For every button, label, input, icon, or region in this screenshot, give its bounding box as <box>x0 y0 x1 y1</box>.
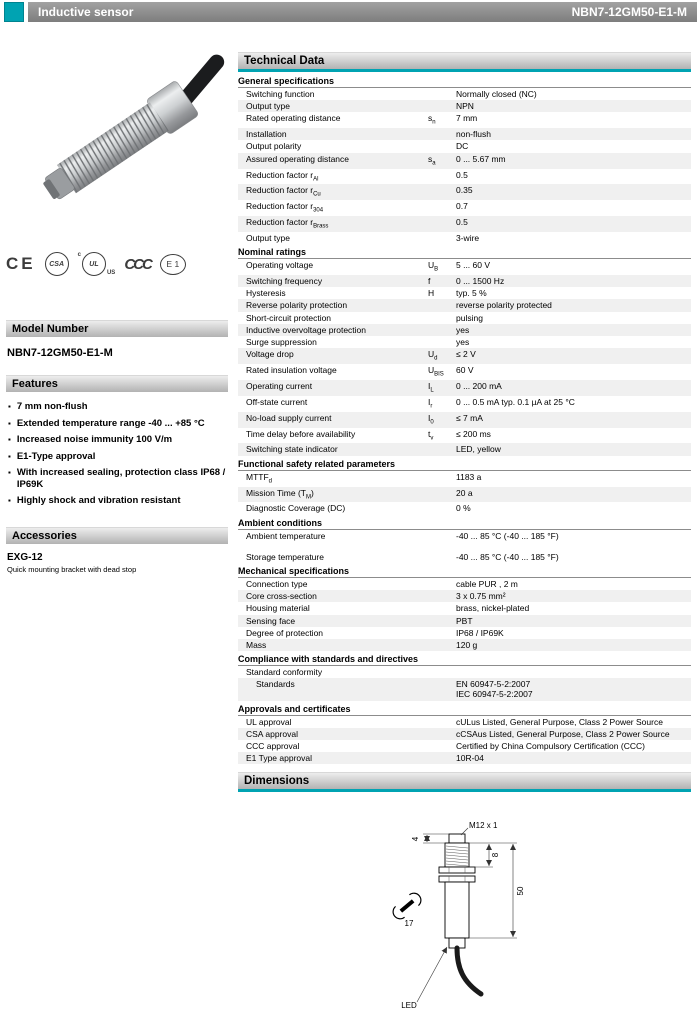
spec-symbol: $t_v$ <box>428 428 434 442</box>
spec-label: Time delay before availability <box>246 428 356 439</box>
spec-row <box>238 551 691 563</box>
spec-label: Mass <box>246 639 267 650</box>
features-list <box>8 401 228 507</box>
spec-value: Certified by China Compulsory Certification (CCC) <box>456 741 645 751</box>
spec-label: Connection type <box>246 578 308 589</box>
spec-label: Operating current <box>246 380 313 391</box>
spec-symbol: $U_{BIS}$ <box>428 365 444 378</box>
spec-row <box>238 471 691 487</box>
spec-value: 0.5 <box>456 217 468 228</box>
page-title: Inductive sensor <box>38 5 134 19</box>
spec-row <box>238 275 691 287</box>
spec-row <box>238 324 691 336</box>
spec-value: 7 mm <box>456 113 478 124</box>
spec-label: Surge suppression <box>246 337 317 347</box>
section-header: Mechanical specifications <box>238 563 691 578</box>
spec-value: PBT <box>456 615 473 626</box>
spec-symbol: $I_0$ <box>428 412 434 426</box>
spec-label: CSA approval <box>246 728 298 739</box>
spec-row <box>238 396 691 412</box>
spec-symbol: $I_L$ <box>428 380 434 394</box>
spec-symbol: $s_a$ <box>428 153 436 167</box>
spec-row <box>238 312 691 324</box>
spec-value: 1183 a <box>456 471 482 482</box>
feature-text: 7 mm non-flush <box>16 401 88 412</box>
spec-label: Assured operating distance <box>246 153 350 164</box>
spec-row <box>238 169 691 185</box>
spec-value: 0.7 <box>456 201 468 212</box>
dimensions-heading: Dimensions <box>238 772 691 792</box>
ccc-logo: CCC <box>124 255 151 273</box>
spec-row <box>238 530 691 542</box>
spec-value: ≤ 2 V <box>456 349 476 360</box>
spec-value: 10R-04 <box>456 753 484 764</box>
section-header: General specifications <box>238 73 691 88</box>
section-header: Ambient conditions <box>238 515 691 530</box>
top-header-bar <box>0 0 697 24</box>
feature-text: E1-Type approval <box>16 450 96 462</box>
spec-row <box>238 380 691 396</box>
spec-value: LED, yellow <box>456 444 501 455</box>
spec-row <box>238 443 691 455</box>
spec-value: non-flush <box>456 129 491 140</box>
spec-label: Switching function <box>246 89 315 99</box>
feature-text: Highly shock and vibration resistant <box>16 495 181 507</box>
spec-row <box>238 740 691 752</box>
spec-value: ≤ 7 mA <box>456 412 483 423</box>
spec-value: IP68 / IP69K <box>456 627 504 638</box>
section-header: Approvals and certificates <box>238 701 691 716</box>
header-title-bar <box>28 2 697 22</box>
spec-row <box>238 666 691 678</box>
spec-label: Operating voltage <box>246 260 314 271</box>
spec-row <box>238 590 691 602</box>
spec-value: 0 ... 5.67 mm <box>456 153 506 164</box>
spec-label: Off-state current <box>246 396 308 407</box>
feature-item <box>8 495 228 507</box>
spec-label: Reverse polarity protection <box>246 300 348 311</box>
section-header: Nominal ratings <box>238 244 691 259</box>
spec-value: ≤ 200 ms <box>456 428 491 439</box>
feature-item <box>8 434 228 446</box>
dimensions-drawing <box>365 814 565 1029</box>
spec-row <box>238 542 691 551</box>
spec-row <box>238 348 691 364</box>
spec-row <box>238 364 691 380</box>
spec-value: cable PUR , 2 m <box>456 578 518 589</box>
spec-value: 120 g <box>456 639 478 650</box>
spec-value: DC <box>456 141 469 152</box>
spec-value: 0 ... 200 mA <box>456 380 502 391</box>
spec-row <box>238 678 691 700</box>
spec-row <box>238 184 691 200</box>
spec-row <box>238 615 691 627</box>
spec-label: Voltage drop <box>246 349 294 360</box>
spec-value: typ. 5 % <box>456 288 487 299</box>
accessory-name: EXG-12 <box>7 552 43 564</box>
spec-symbol: f <box>428 276 431 287</box>
section-header: Functional safety related parameters <box>238 456 691 471</box>
spec-value: Normally closed (NC) <box>456 89 537 99</box>
ul-us-mark: US <box>106 270 116 276</box>
spec-row <box>238 140 691 152</box>
dimensions-svg <box>365 814 565 1024</box>
ul-c-mark: c <box>77 252 81 258</box>
accessories-heading: Accessories <box>6 527 228 544</box>
spec-value: -40 ... 85 °C (-40 ... 185 °F) <box>456 551 559 562</box>
spec-row <box>238 602 691 614</box>
spec-value: cCSAus Listed, General Purpose, Class 2 Power Source <box>456 728 670 739</box>
spec-label: Core cross-section <box>246 591 317 602</box>
spec-label: Switching state indicator <box>246 444 338 455</box>
bullet-icon: ▪ <box>8 451 11 461</box>
spec-value: yes <box>456 337 470 347</box>
technical-data-heading: Technical Data <box>238 52 691 72</box>
spec-value: 5 ... 60 V <box>456 260 491 271</box>
spec-row <box>238 88 691 100</box>
spec-label: No-load supply current <box>246 412 332 423</box>
section-header: Compliance with standards and directives <box>238 651 691 666</box>
spec-row <box>238 752 691 764</box>
accessory-description: Quick mounting bracket with dead stop <box>7 565 137 575</box>
spec-label: Short-circuit protection <box>246 312 332 323</box>
feature-text: Extended temperature range -40 ... +85 °C <box>16 417 205 429</box>
model-number-header: NBN7-12GM50-E1-M <box>571 5 687 19</box>
cable-line <box>457 948 481 994</box>
spec-row <box>238 412 691 428</box>
main-content <box>0 24 697 1029</box>
spec-label: Reduction factor $r_{304}$ <box>246 201 324 214</box>
ce-mark-logo: CE <box>6 254 36 273</box>
spec-row <box>238 627 691 639</box>
spec-label: Reduction factor $r_{Brass}$ <box>246 217 329 230</box>
bullet-icon: ▪ <box>8 402 11 411</box>
dim-wrench-size: 17 <box>404 919 413 929</box>
spec-value: 20 a <box>456 487 473 498</box>
model-number-heading: Model Number <box>6 320 228 337</box>
wrench-icon <box>390 891 424 922</box>
product-photo-svg <box>6 54 228 238</box>
spec-row <box>238 728 691 740</box>
product-photo <box>6 54 228 240</box>
spec-label: Standards <box>256 679 295 690</box>
spec-row <box>238 287 691 299</box>
features-heading: Features <box>6 375 228 392</box>
spec-symbol: H <box>428 288 435 299</box>
spec-value: 0 % <box>456 503 471 514</box>
dim-thread-label: M12 x 1 <box>468 821 497 831</box>
spec-label: CCC approval <box>246 741 300 751</box>
spec-row <box>238 428 691 444</box>
spec-label: Mission Time $(T_M)$ <box>246 487 314 501</box>
e1-approval-logo: E 1 <box>160 254 186 275</box>
spec-value: NPN <box>456 101 474 112</box>
spec-row <box>238 336 691 348</box>
feature-item <box>8 467 228 490</box>
spec-row <box>238 100 691 112</box>
feature-text: With increased sealing, protection class IP68 / IP69K <box>16 467 226 490</box>
spec-row <box>238 502 691 514</box>
spec-row <box>238 639 691 651</box>
spec-symbol: $I_r$ <box>428 396 433 410</box>
spec-label: Output polarity <box>246 141 302 152</box>
ul-circle: UL <box>82 252 106 276</box>
right-column <box>238 28 691 1029</box>
spec-label: Storage temperature <box>246 551 324 562</box>
spec-row <box>238 232 691 244</box>
technical-table <box>238 73 691 764</box>
spec-value: 3-wire <box>456 233 480 243</box>
dim-tip-length: 4 <box>410 837 420 842</box>
spec-row <box>238 153 691 169</box>
spec-value: EN 60947-5-2:2007 IEC 60947-5-2:2007 <box>456 679 533 700</box>
spec-label: Rated operating distance <box>246 113 341 124</box>
spec-symbol: $U_d$ <box>428 349 438 362</box>
spec-value: 60 V <box>456 365 474 376</box>
spec-value: pulsing <box>456 312 483 323</box>
spec-value: 0 ... 1500 Hz <box>456 276 505 287</box>
spec-label: E1 Type approval <box>246 753 312 764</box>
spec-label: Reduction factor $r_{Cu}$ <box>246 185 321 199</box>
ul-logo <box>78 252 116 276</box>
spec-label: Housing material <box>246 603 310 614</box>
certification-logos <box>6 248 228 280</box>
spec-label: Rated insulation voltage <box>246 365 337 376</box>
spec-value: 0.35 <box>456 185 473 196</box>
feature-text: Increased noise immunity 100 V/m <box>16 434 173 446</box>
feature-item <box>8 418 228 430</box>
bullet-icon: ▪ <box>8 418 11 428</box>
led-label: LED <box>400 1001 417 1011</box>
spec-value: 0.5 <box>456 169 468 180</box>
spec-symbol: $U_B$ <box>428 260 439 273</box>
spec-value: 0 ... 0.5 mA typ. 0.1 µA at 25 °C <box>456 396 575 407</box>
spec-value: 3 x 0.75 mm² <box>456 591 506 602</box>
bullet-icon: ▪ <box>8 468 11 478</box>
spec-label: Switching frequency <box>246 276 323 287</box>
dim-total-length: 50 <box>515 886 525 896</box>
spec-label: $MTTF_d$ <box>246 471 273 485</box>
spec-row <box>238 128 691 140</box>
spec-row <box>238 200 691 216</box>
spec-row <box>238 259 691 275</box>
spec-value: reverse polarity protected <box>456 300 552 311</box>
spec-label: Reduction factor $r_{Al}$ <box>246 169 319 183</box>
spec-value: brass, nickel-plated <box>456 603 530 614</box>
spec-value: -40 ... 85 °C (-40 ... 185 °F) <box>456 530 559 541</box>
left-column <box>6 28 228 1029</box>
bullet-icon: ▪ <box>8 435 11 445</box>
spec-label: Output type <box>246 233 290 243</box>
spec-label: Sensing face <box>246 615 296 626</box>
spec-label: Inductive overvoltage protection <box>246 324 367 335</box>
spec-row <box>238 578 691 590</box>
spec-label: Output type <box>246 101 290 112</box>
bullet-icon: ▪ <box>8 496 11 506</box>
csa-logo: CSA <box>45 252 69 276</box>
spec-symbol: $s_n$ <box>428 113 436 127</box>
spec-row <box>238 716 691 728</box>
spec-value: yes <box>456 324 470 335</box>
spec-label: UL approval <box>246 716 292 727</box>
spec-label: Diagnostic Coverage (DC) <box>246 503 346 514</box>
model-number-value: NBN7-12GM50-E1-M <box>7 347 113 359</box>
spec-row <box>238 487 691 503</box>
spec-row <box>238 216 691 232</box>
spec-label: Standard conformity <box>246 667 323 678</box>
spec-label: Degree of protection <box>246 627 324 638</box>
spec-label: Hysteresis <box>246 288 286 299</box>
spec-row <box>238 112 691 128</box>
spec-label: Installation <box>246 129 287 140</box>
spec-label: Ambient temperature <box>246 530 326 541</box>
dim-thread-length: 8 <box>490 853 500 858</box>
spec-row <box>238 299 691 311</box>
feature-item <box>8 451 228 463</box>
brand-square-icon <box>4 2 24 22</box>
feature-item <box>8 401 228 413</box>
spec-value: cULus Listed, General Purpose, Class 2 Power Source <box>456 716 663 727</box>
